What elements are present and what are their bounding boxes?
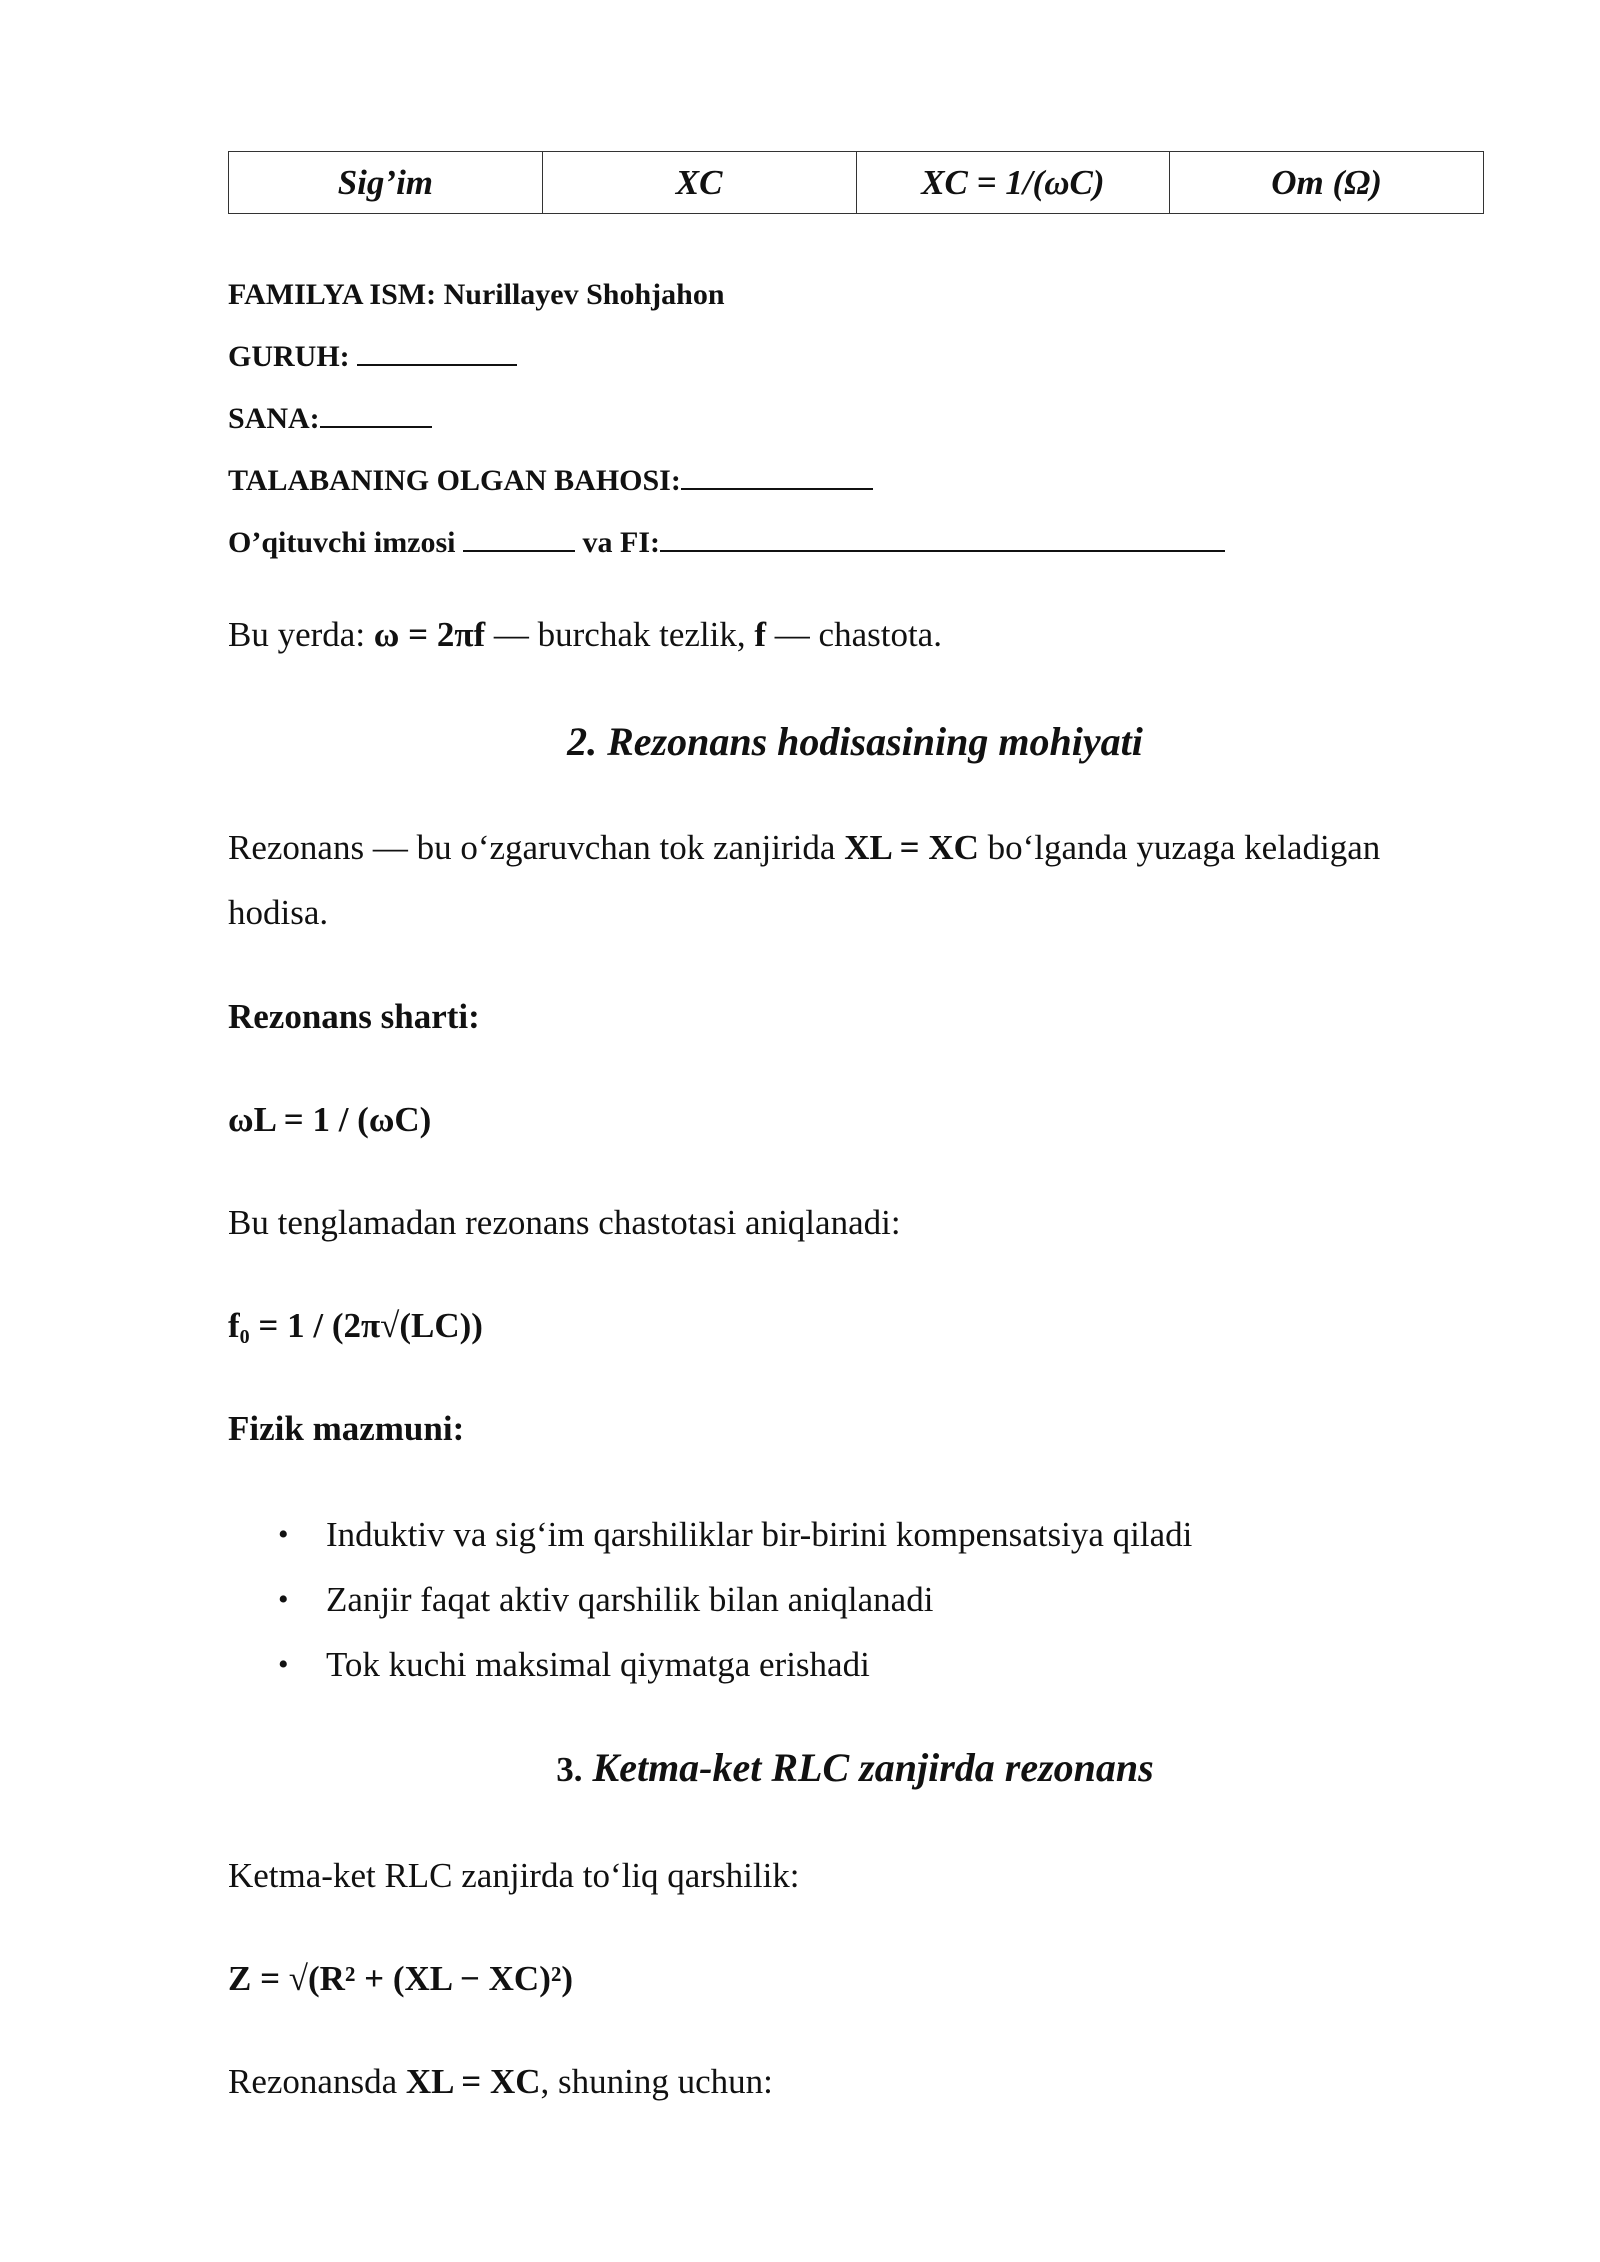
definition-line2: hodisa. xyxy=(228,893,329,932)
definition-line1 xyxy=(228,828,1380,868)
frequency-symbol: f xyxy=(754,615,767,654)
bullet-icon: • xyxy=(278,1518,289,1551)
table-cell-xc: XC xyxy=(542,152,856,214)
resonance-frequency-formula xyxy=(228,1306,483,1349)
physical-meaning-label: Fizik mazmuni: xyxy=(228,1409,465,1448)
table-row xyxy=(229,152,1484,214)
table-cell-unit: Om (Ω) xyxy=(1170,152,1484,214)
fi-blank xyxy=(660,526,1225,552)
section3-title: Ketma-ket RLC zanjirda rezonans xyxy=(592,1745,1154,1790)
bullet-icon: • xyxy=(278,1583,289,1616)
table-cell-xc-formula: XC = 1/(ωC) xyxy=(856,152,1170,214)
bullet-icon: • xyxy=(278,1648,289,1681)
list-item xyxy=(228,1567,1192,1632)
grade-line xyxy=(228,464,873,498)
group-label: GURUH: xyxy=(228,340,350,373)
intro-paragraph xyxy=(228,615,942,655)
name-value: Nurillayev Shohjahon xyxy=(443,278,725,311)
teacher-line xyxy=(228,526,1225,560)
signature-blank xyxy=(463,526,575,552)
fi-label: va FI: xyxy=(582,526,661,559)
section2-heading: 2. Rezonans hodisasining mohiyati xyxy=(567,719,1143,764)
definition-end: bo‘lganda yuzaga keladigan xyxy=(978,828,1381,867)
list-item xyxy=(228,1632,1192,1697)
teacher-label: O’qituvchi imzosi xyxy=(228,526,456,559)
grade-label: TALABANING OLGAN BAHOSI: xyxy=(228,464,681,497)
physical-meaning-list xyxy=(228,1502,1192,1697)
section3-heading xyxy=(0,1744,1600,1791)
table-cell-capacitance: Sig’im xyxy=(229,152,543,214)
date-label: SANA: xyxy=(228,402,320,435)
resonance-prefix: Rezonansda xyxy=(228,2062,406,2101)
impedance-text: Ketma-ket RLC zanjirda to‘liq qarshilik: xyxy=(228,1856,800,1895)
list-item-text: Zanjir faqat aktiv qarshilik bilan aniqlanadi xyxy=(326,1580,934,1619)
freq-subscript: 0 xyxy=(239,1326,250,1348)
group-blank xyxy=(357,340,517,366)
freq-f: f xyxy=(228,1306,240,1345)
resonance-formula: XL = XC xyxy=(405,2062,541,2101)
condition-formula: ωL = 1 / (ωC) xyxy=(228,1100,432,1139)
intro-suffix: — chastota. xyxy=(766,615,942,654)
intro-middle: — burchak tezlik, xyxy=(485,615,755,654)
definition-formula: XL = XC xyxy=(844,828,979,867)
section3-number: 3. xyxy=(556,1750,583,1789)
list-item-text: Tok kuchi maksimal qiymatga erishadi xyxy=(326,1645,870,1684)
list-item-text: Induktiv va sig‘im qarshiliklar bir-birini kompensatsiya qiladi xyxy=(326,1515,1193,1554)
condition-label: Rezonans sharti: xyxy=(228,997,480,1036)
date-blank xyxy=(320,402,432,428)
resonance-line xyxy=(228,2062,773,2102)
resonance-suffix: , shuning uchun: xyxy=(540,2062,773,2101)
intro-prefix: Bu yerda: xyxy=(228,615,374,654)
date-line xyxy=(228,402,432,436)
name-label: FAMILYA ISM: xyxy=(228,278,437,311)
group-line xyxy=(228,340,517,374)
freq-rest: = 1 / (2π√(LC)) xyxy=(249,1306,483,1345)
definition-start: Rezonans — bu o‘zgaruvchan tok zanjirida xyxy=(228,828,845,867)
header-table xyxy=(228,151,1484,214)
impedance-formula: Z = √(R² + (XL − XC)²) xyxy=(228,1959,574,1998)
omega-formula: ω = 2πf xyxy=(373,615,486,654)
grade-blank xyxy=(681,464,873,490)
name-line xyxy=(228,278,725,312)
frequency-text: Bu tenglamadan rezonans chastotasi aniqlanadi: xyxy=(228,1203,901,1242)
list-item xyxy=(228,1502,1192,1567)
